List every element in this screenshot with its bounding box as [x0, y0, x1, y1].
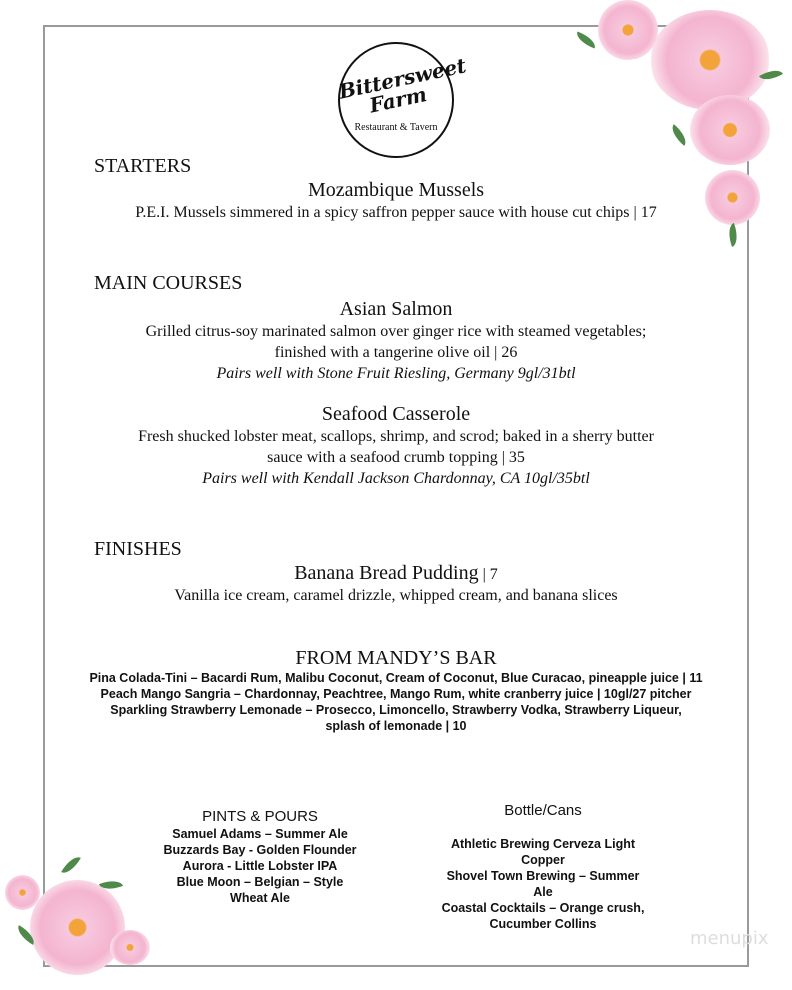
- wine-pairing: Pairs well with Kendall Jackson Chardonnay, CA 10gl/35btl: [202, 470, 590, 487]
- dessert-title: [50, 561, 742, 585]
- dish-name: Asian Salmon: [339, 298, 453, 320]
- bottles-heading: Bottle/Cans: [504, 802, 582, 819]
- beer-item: Blue Moon – Belgian – Style: [176, 875, 344, 889]
- beer-item: Coastal Cocktails – Orange crush,: [441, 901, 645, 915]
- beer-item: Copper: [521, 853, 565, 867]
- dish-description: Fresh shucked lobster meat, scallops, shrimp, and scrod; baked in a sherry butter: [138, 428, 654, 445]
- beer-item: Cucumber Collins: [489, 917, 597, 931]
- cocktail-line: splash of lemonade | 10: [325, 719, 467, 733]
- section-heading-bar: FROM MANDY’S BAR: [295, 647, 497, 669]
- beer-item: Aurora - Little Lobster IPA: [182, 859, 338, 873]
- dish-description: Vanilla ice cream, caramel drizzle, whipped cream, and banana slices: [174, 587, 618, 604]
- section-heading-finishes: FINISHES: [94, 538, 182, 560]
- dish-price: | 7: [482, 566, 498, 583]
- bottles-list: [413, 802, 673, 932]
- beer-item: Buzzards Bay - Golden Flounder: [163, 843, 357, 857]
- beer-item: Ale: [533, 885, 553, 899]
- dish-description: sauce with a seafood crumb topping | 35: [267, 449, 525, 466]
- beer-item: Samuel Adams – Summer Ale: [172, 827, 348, 841]
- cocktail-line: Sparkling Strawberry Lemonade – Prosecco, Limoncello, Strawberry Vodka, Strawberry Liqueur,: [110, 703, 682, 717]
- beer-item: Shovel Town Brewing – Summer: [446, 869, 640, 883]
- logo: Bittersweet Farm Restaurant & Tavern: [338, 42, 454, 158]
- section-heading-starters: STARTERS: [94, 155, 192, 177]
- dish-name: Mozambique Mussels: [307, 179, 485, 201]
- pints-heading: PINTS & POURS: [202, 808, 318, 825]
- menu-body: [50, 154, 742, 734]
- dish-description: P.E.I. Mussels simmered in a spicy saffron pepper sauce with house cut chips | 17: [135, 204, 657, 221]
- wine-pairing: Pairs well with Stone Fruit Riesling, Germany 9gl/31btl: [216, 365, 576, 382]
- section-heading-main-courses: MAIN COURSES: [94, 272, 243, 294]
- dish-name: Seafood Casserole: [321, 403, 471, 425]
- dish-description: finished with a tangerine olive oil | 26: [274, 344, 518, 361]
- beer-item: Wheat Ale: [230, 891, 290, 905]
- cocktail-line: Pina Colada-Tini – Bacardi Rum, Malibu Coconut, Cream of Coconut, Blue Curacao, pineapple juice | 11: [89, 671, 703, 685]
- dish-description: Grilled citrus-soy marinated salmon over ginger rice with steamed vegetables;: [145, 323, 647, 340]
- cocktail-line: Peach Mango Sangria – Chardonnay, Peachtree, Mango Rum, white cranberry juice | 10gl/27 pitcher: [100, 687, 692, 701]
- pints-list: [130, 808, 390, 906]
- beer-item: Athletic Brewing Cerveza Light: [450, 837, 636, 851]
- dish-name: Banana Bread Pudding: [294, 562, 479, 584]
- watermark: menupix: [690, 928, 769, 949]
